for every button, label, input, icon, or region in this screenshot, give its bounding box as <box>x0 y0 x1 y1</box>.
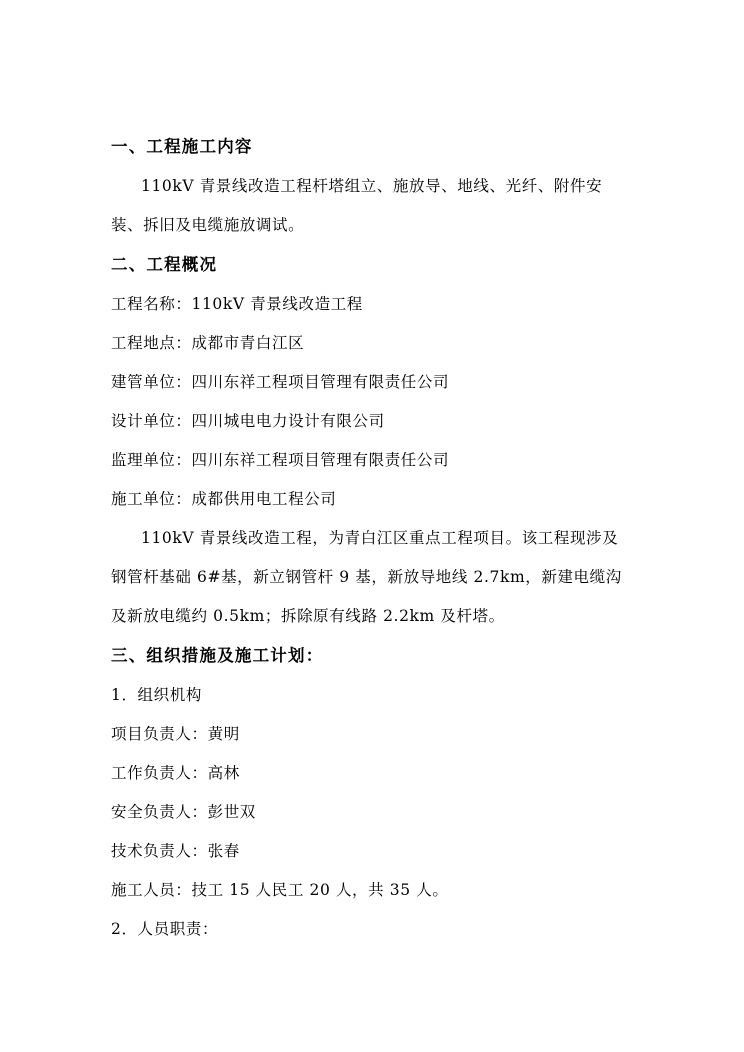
project-name: 工程名称：110kV 青景线改造工程 <box>111 295 363 313</box>
construction-staff: 施工人员：技工 15 人民工 20 人，共 35 人。 <box>111 881 449 899</box>
overview-paragraph-line-1: 110kV 青景线改造工程，为青白江区重点工程项目。该工程现涉及 <box>141 529 619 547</box>
section-heading-1: 一、工程施工内容 <box>111 137 253 156</box>
work-leader: 工作负责人：高林 <box>111 764 240 782</box>
overview-paragraph-line-3: 及新放电缆约 0.5km；拆除原有线路 2.2km 及杆塔。 <box>111 607 505 625</box>
section-heading-2: 二、工程概况 <box>111 255 218 274</box>
overview-paragraph-line-2: 钢管杆基础 6#基，新立钢管杆 9 基，新放导地线 2.7km，新建电缆沟 <box>111 568 622 586</box>
project-leader: 项目负责人：黄明 <box>111 725 240 743</box>
project-location: 工程地点：成都市青白江区 <box>111 334 305 352</box>
section-heading-3: 三、组织措施及施工计划： <box>111 646 324 665</box>
supervision-unit: 监理单位：四川东祥工程项目管理有限责任公司 <box>111 451 450 469</box>
design-unit: 设计单位：四川城电电力设计有限公司 <box>111 412 385 430</box>
safety-leader: 安全负责人：彭世双 <box>111 803 256 821</box>
technical-leader: 技术负责人：张春 <box>111 842 240 860</box>
duties-title: 2．人员职责： <box>111 920 219 938</box>
organization-title: 1．组织机构 <box>111 686 202 704</box>
construction-management-unit: 建管单位：四川东祥工程项目管理有限责任公司 <box>111 373 450 391</box>
scope-paragraph-line-2: 装、拆旧及电缆施放调试。 <box>111 216 305 234</box>
scope-paragraph-line-1: 110kV 青景线改造工程杆塔组立、施放导、地线、光纤、附件安 <box>141 177 603 195</box>
construction-unit: 施工单位：成都供用电工程公司 <box>111 490 337 508</box>
